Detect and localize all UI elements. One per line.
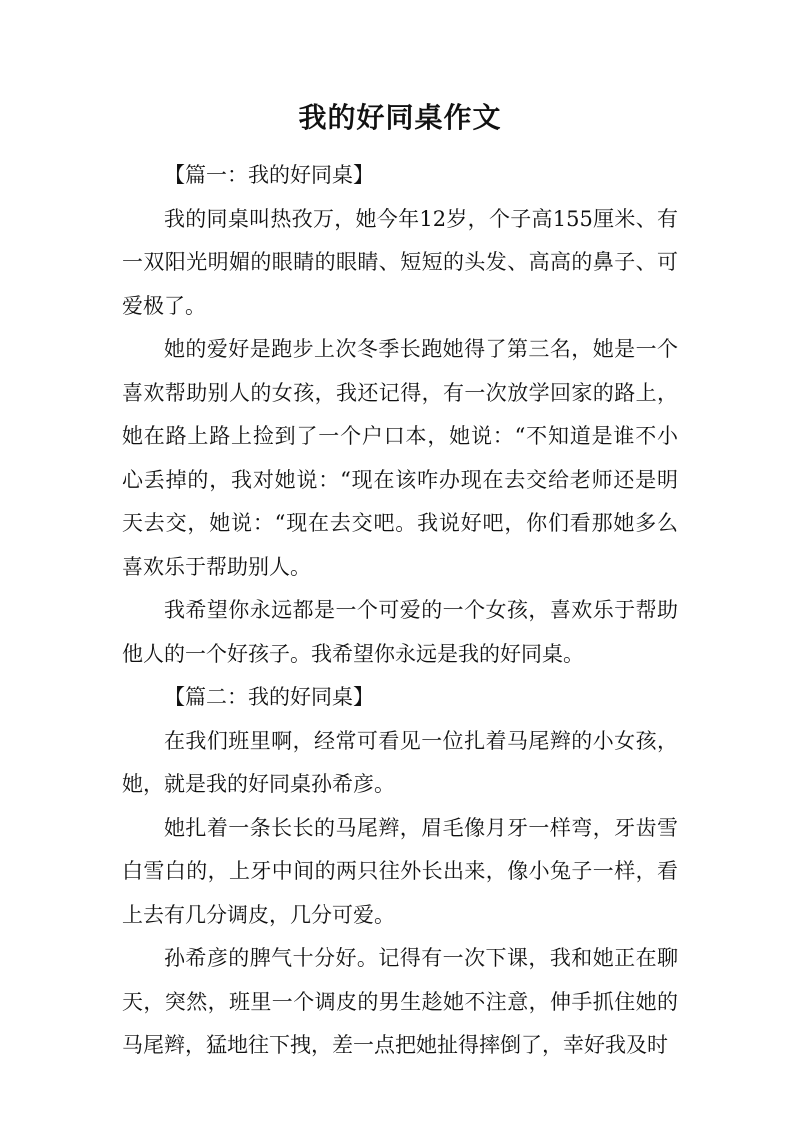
section-heading-2: 【篇二：我的好同桌】	[164, 685, 374, 709]
paragraph: 她扎着一条长长的马尾辫，眉毛像月牙一样弯，牙齿雪白雪白的，上牙中间的两只往外长出来，像小兔子一样，看上去有几分调皮，几分可爱。	[122, 815, 678, 927]
paragraph: 孙希彦的脾气十分好。记得有一次下课，我和她正在聊天，突然，班里一个调皮的男生趁她不注意，伸手抓住她的马尾辫，猛地往下拽，差一点把她扯得摔倒了，幸好我及时	[122, 946, 678, 1057]
paragraph: 我希望你永远都是一个可爱的一个女孩，喜欢乐于帮助他人的一个好孩子。我希望你永远是我的好同桌。	[122, 598, 678, 666]
paragraph: 我的同桌叫热孜万，她今年12岁，个子高155厘米、有一双阳光明媚的眼睛的眼睛、短短的头发、高高的鼻子、可爱极了。	[122, 206, 678, 318]
section-heading-1: 【篇一：我的好同桌】	[164, 163, 374, 187]
document-body	[122, 154, 678, 1068]
paragraph: 她的爱好是跑步上次冬季长跑她得了第三名，她是一个喜欢帮助别人的女孩，我还记得，有一次放学回家的路上，她在路上路上捡到了一个户口本，她说：“不知道是谁不小心丢掉的，我对她说：“现在该咋办现在去交给老师还是明天去交，她说：“现在去交吧。我说好吧，你们看那她多么喜欢乐于帮助别人。	[122, 337, 678, 579]
paragraph: 在我们班里啊，经常可看见一位扎着马尾辫的小女孩，她，就是我的好同桌孙希彦。	[122, 728, 678, 796]
document-title: 我的好同桌作文	[298, 101, 502, 134]
